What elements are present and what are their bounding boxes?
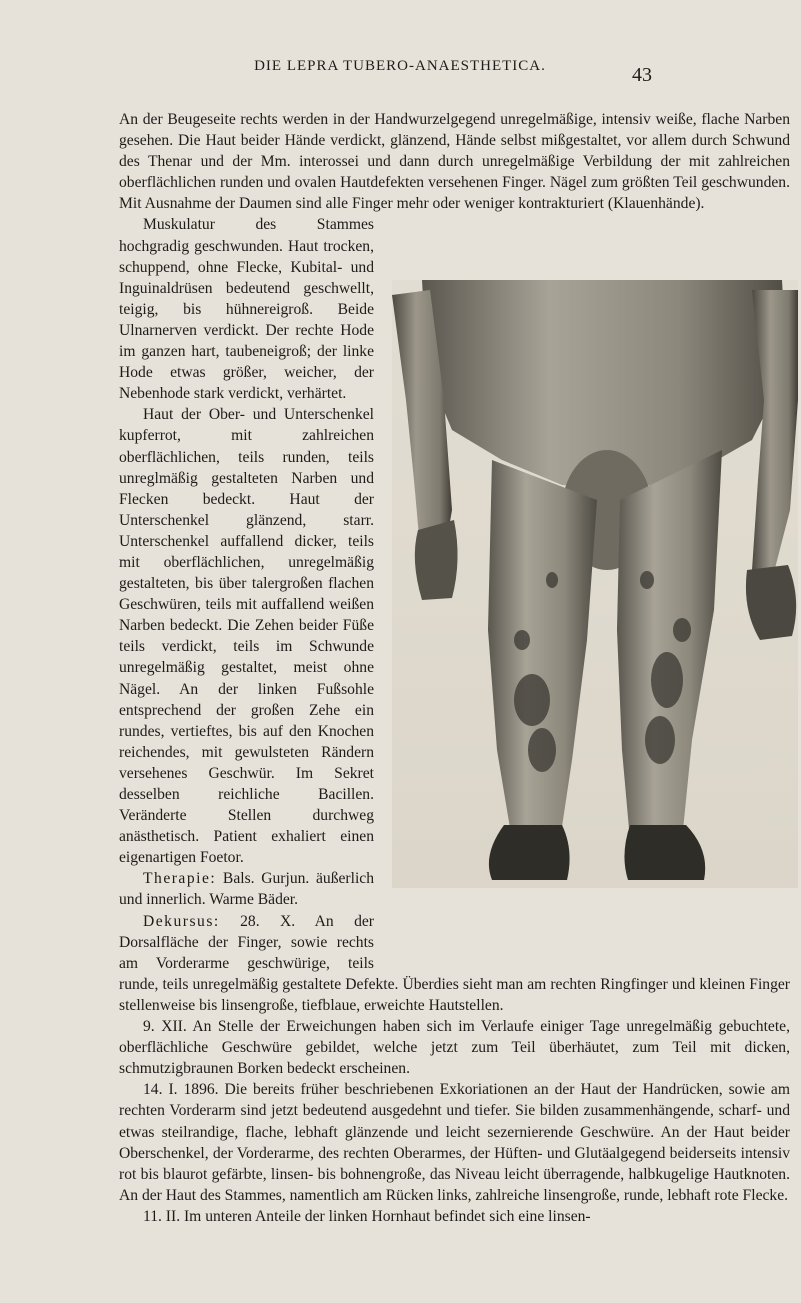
paragraph: An der Beugeseite rechts werden in der Handwurzelgegend unregelmäßige, intensiv weiße, flache Narben gesehen. Die Haut beider Hände verdickt, glänzend, Hände selbst mißgestaltet, vor allem durch Schwund des Thenar und der Mm. interossei und dann durch unregelmäßige Verbildung der mit zahlreichen oberflächlichen runden und ovalen Hautdefekten versehenen Finger. Nägel zum größten Teil geschwunden. Mit Ausnahme der Daumen sind alle Finger mehr oder weniger kontrakturiert (Klauenhände). — [119, 111, 790, 213]
photograph-image — [392, 280, 798, 888]
section-label: Dekursus: — [143, 912, 220, 930]
running-title: DIE LEPRA TUBERO-ANAESTHETICA. — [254, 58, 546, 74]
paragraph: 9. XII. An Stelle der Erweichungen haben sich im Verlaufe einiger Tage unregelmäßig gebuchtete, oberflächliche Geschwüre gebildet, welche jetzt zum Teil überhäutet, zum Teil mit dicken, schmutzigbraunen Borken bedeckt erscheinen. — [119, 1018, 790, 1078]
patient-legs-photograph — [392, 280, 798, 888]
paragraph-text: Bals. Gurjun. äußerlich und innerlich. Warme Bäder. — [119, 870, 374, 909]
page-number: 43 — [632, 64, 652, 86]
paragraph-text: 28. X. An der Dorsalfläche der Finger, sowie rechts am Vorderarme geschwürige, teils runde, teils unregelmäßig gestaltete Defekte. Überdies sieht man am rechten Ringfinger und kleinen Finger stellenweise bis linsengroße, tiefblaue, erweichte Hautstellen. — [119, 912, 790, 1014]
paragraph: Muskulatur des Stammes hochgradig geschwunden. Haut trocken, schuppend, ohne Flecke, Kubital- und Inguinaldrüsen bedeutend geschwellt, teigig, bis hühnereigroß. Beide Ulnarnerven verdickt. Der rechte Hode im ganzen hart, taubeneigroß; der linke Hode etwas größer, weicher, der Nebenhode stark verdickt, verhärtet. — [119, 216, 374, 403]
paragraph: 14. I. 1896. Die bereits früher beschriebenen Exkoriationen an der Haut der Handrücken, sowie am rechten Vorderarm sind jetzt bedeutend ausgedehnt und tiefer. Sie bilden zusammenhängende, scharf- und etwas steilrandige, flache, lebhaft glänzende und leicht sezernierende Geschwüre. An der Haut beider Oberschenkel, der Vorderarme, des rechten Oberarmes, der Hüften- und Glutäalgegend beiderseits intensiv rot bis blaurot gefärbte, linsen- bis bohnengroße, das Niveau leicht überragende, halbkugelige Hautknoten. An der Haut des Stammes, namentlich am Rücken links, zahlreiche linsengroße, runde, lebhaft rote Flecke. — [119, 1081, 790, 1204]
page-header — [0, 56, 801, 86]
paragraph: Haut der Ober- und Unterschenkel kupferrot, mit zahlreichen oberflächlichen, teils runden, teils unreglmäßig gestalteten Narben und Flecken bedeckt. Haut der Unterschenkel glänzend, starr. Unterschenkel auffallend dicker, teils mit oberflächlichen, unregelmäßig gestalteten, bis über talergroßen flachen Geschwüren, teils mit auffallend weißen Narben bedeckt. Die Zehen beider Füße teils verdickt, teils im Schwunde unregelmäßig gestaltet, meist ohne Nägel. An der linken Fußsohle entsprechend der großen Zehe ein rundes, vertieftes, bis auf den Knochen reichendes, mit gewulsteten Rändern versehenes Geschwür. Im Sekret desselben reichliche Bacillen. Veränderte Stellen durchweg anästhetisch. Patient exhaliert einen eigenartigen Foetor. — [119, 406, 374, 867]
section-label: Therapie: — [143, 870, 217, 888]
paragraph: 11. II. Im unteren Anteile der linken Hornhaut befindet sich eine linsen- — [143, 1207, 591, 1225]
